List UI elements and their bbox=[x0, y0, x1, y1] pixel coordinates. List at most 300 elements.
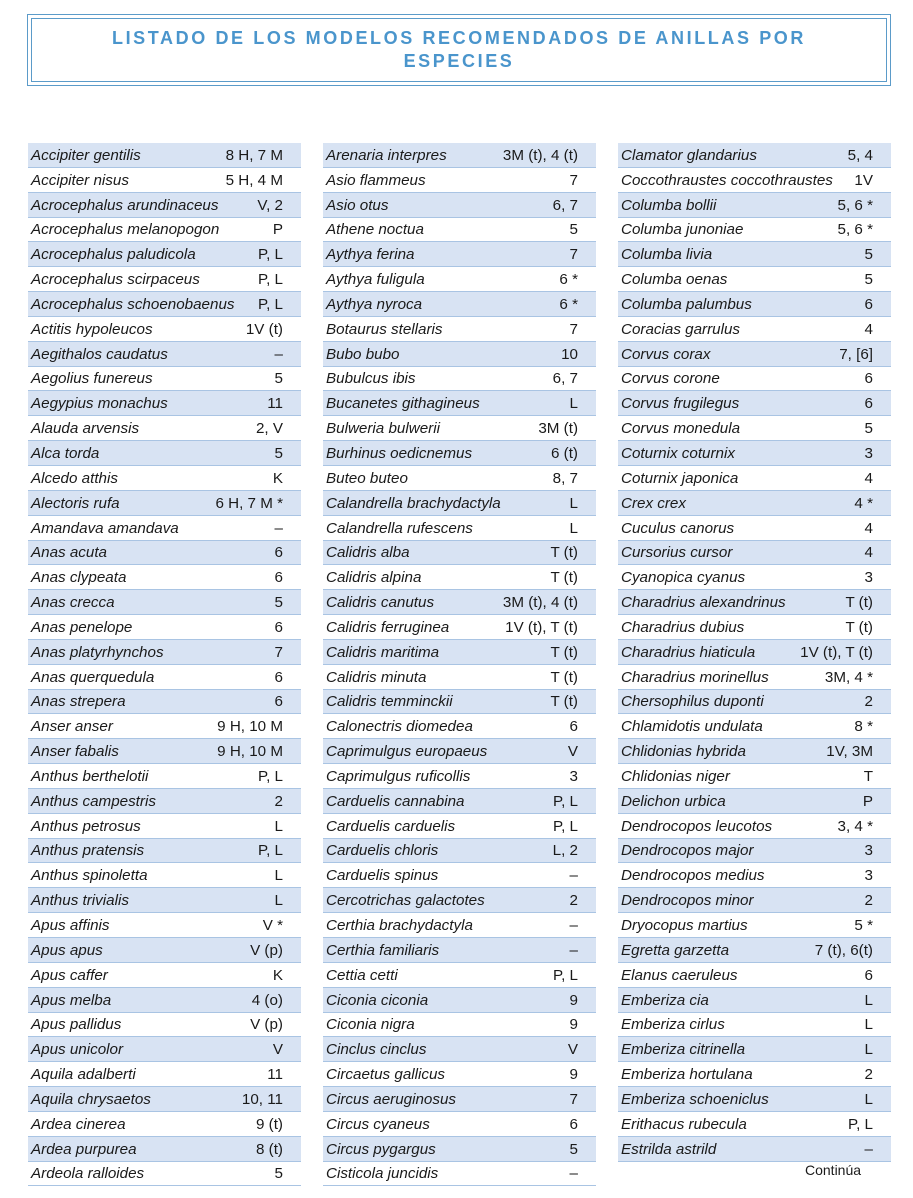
species-name: Anthus petrosus bbox=[31, 817, 141, 835]
ring-code: 4 bbox=[864, 519, 873, 537]
species-name: Botaurus stellaris bbox=[326, 320, 443, 338]
table-row bbox=[323, 615, 596, 640]
ring-code: 6 bbox=[864, 966, 873, 984]
species-name: Calidris alba bbox=[326, 544, 410, 562]
ring-code: 5 bbox=[864, 420, 873, 438]
ring-code: 5 * bbox=[854, 917, 873, 934]
table-row bbox=[618, 1062, 891, 1087]
species-name: Bubulcus ibis bbox=[326, 370, 416, 388]
table-row bbox=[28, 143, 301, 168]
ring-code: P, L bbox=[552, 966, 578, 984]
table-row bbox=[618, 665, 891, 690]
species-name: Calidris ferruginea bbox=[326, 618, 450, 636]
ring-code: 5 bbox=[864, 246, 873, 264]
table-row bbox=[618, 466, 891, 491]
table-row bbox=[28, 1062, 301, 1087]
continues-label: Continúa bbox=[805, 1162, 862, 1178]
ring-code: 6, 7 bbox=[552, 370, 578, 388]
species-name: Dryocopus martius bbox=[621, 917, 748, 934]
table-row bbox=[28, 1112, 301, 1137]
table-row bbox=[28, 541, 301, 566]
ring-code: 5, 6 * bbox=[837, 221, 873, 239]
table-row bbox=[618, 292, 891, 317]
species-name: Delichon urbica bbox=[621, 792, 726, 810]
table-row bbox=[28, 416, 301, 441]
ring-code: T (t) bbox=[550, 668, 578, 686]
table-row bbox=[323, 317, 596, 342]
ring-code: T (t) bbox=[845, 618, 873, 636]
species-name: Apus melba bbox=[31, 991, 112, 1009]
species-name: Acrocephalus paludicola bbox=[31, 246, 196, 264]
ring-code: P, L bbox=[257, 246, 283, 264]
table-row bbox=[323, 640, 596, 665]
table-row bbox=[28, 516, 301, 541]
table-row bbox=[28, 367, 301, 392]
species-name: Cercotrichas galactotes bbox=[326, 892, 485, 910]
ring-code: 6, 7 bbox=[552, 196, 578, 214]
species-name: Cisticola juncidis bbox=[326, 1165, 439, 1183]
species-name: Columba palumbus bbox=[621, 295, 752, 313]
table-row bbox=[618, 1112, 891, 1137]
ring-code: 10, 11 bbox=[241, 1090, 283, 1108]
species-name: Dendrocopos minor bbox=[621, 892, 754, 910]
species-name: Bucanetes githagineus bbox=[326, 395, 480, 413]
species-name: Circus aeruginosus bbox=[326, 1090, 456, 1108]
species-name: Cettia cetti bbox=[326, 966, 398, 984]
ring-code: 7 bbox=[569, 320, 578, 338]
species-name: Chlidonias hybrida bbox=[621, 743, 746, 761]
species-name: Anas clypeata bbox=[31, 569, 127, 587]
ring-code: 9 bbox=[569, 991, 578, 1009]
table-row bbox=[618, 565, 891, 590]
table-row bbox=[323, 714, 596, 739]
table-row bbox=[618, 764, 891, 789]
species-name: Apus affinis bbox=[31, 917, 110, 934]
table-row bbox=[28, 839, 301, 864]
table-row bbox=[28, 1013, 301, 1038]
species-name: Certhia brachydactyla bbox=[326, 917, 473, 934]
ring-code: L bbox=[274, 867, 283, 885]
species-name: Emberiza schoeniclus bbox=[621, 1090, 769, 1108]
ring-code: 3 bbox=[864, 569, 873, 587]
table-row bbox=[618, 143, 891, 168]
species-name: Apus pallidus bbox=[31, 1016, 122, 1034]
species-name: Accipiter nisus bbox=[31, 171, 129, 189]
table-row bbox=[28, 888, 301, 913]
table-row bbox=[618, 342, 891, 367]
species-name: Anser anser bbox=[31, 718, 113, 736]
ring-code: P bbox=[272, 221, 283, 239]
table-row bbox=[323, 665, 596, 690]
ring-code: 2 bbox=[864, 1066, 873, 1084]
ring-code: – bbox=[274, 345, 283, 363]
table-row bbox=[28, 814, 301, 839]
species-name: Anthus trivialis bbox=[31, 892, 129, 910]
species-name: Emberiza hortulana bbox=[621, 1066, 753, 1084]
species-name: Carduelis carduelis bbox=[326, 817, 456, 835]
table-row bbox=[28, 491, 301, 516]
ring-code: 10 bbox=[561, 345, 578, 363]
table-row bbox=[28, 863, 301, 888]
species-name: Emberiza citrinella bbox=[621, 1041, 746, 1059]
species-name: Coccothraustes coccothraustes bbox=[621, 171, 833, 189]
table-row bbox=[323, 913, 596, 938]
table-row bbox=[28, 764, 301, 789]
table-row bbox=[28, 1137, 301, 1162]
table-row bbox=[618, 963, 891, 988]
table-row bbox=[28, 640, 301, 665]
ring-code: P, L bbox=[257, 295, 283, 313]
table-row bbox=[618, 1137, 891, 1162]
species-name: Bulweria bulwerii bbox=[326, 420, 440, 438]
table-row bbox=[323, 516, 596, 541]
species-name: Ciconia nigra bbox=[326, 1016, 415, 1034]
table-row bbox=[28, 615, 301, 640]
species-name: Actitis hypoleucos bbox=[31, 320, 153, 338]
table-row bbox=[323, 565, 596, 590]
species-name: Buteo buteo bbox=[326, 469, 408, 487]
ring-code: L bbox=[569, 395, 578, 413]
ring-code: 5 bbox=[274, 1165, 283, 1183]
ring-code: T (t) bbox=[550, 643, 578, 661]
ring-code: 11 bbox=[267, 1066, 283, 1084]
species-name: Circus pygargus bbox=[326, 1140, 436, 1158]
ring-code: 3, 4 * bbox=[837, 817, 873, 835]
species-name: Elanus caeruleus bbox=[621, 966, 738, 984]
ring-code: 2 bbox=[864, 693, 873, 711]
table-row bbox=[618, 988, 891, 1013]
table-row bbox=[323, 168, 596, 193]
table-row bbox=[28, 714, 301, 739]
ring-code: L bbox=[864, 1016, 873, 1034]
species-name: Ardea cinerea bbox=[31, 1115, 126, 1133]
ring-code: 3 bbox=[864, 444, 873, 462]
ring-code: – bbox=[569, 917, 578, 934]
species-name: Caprimulgus ruficollis bbox=[326, 767, 471, 785]
ring-code: L bbox=[864, 1041, 873, 1059]
ring-code: T bbox=[863, 767, 873, 785]
ring-code: 11 bbox=[267, 395, 283, 413]
ring-code: L bbox=[864, 991, 873, 1009]
species-name: Anthus spinoletta bbox=[31, 867, 148, 885]
species-name: Egretta garzetta bbox=[621, 941, 730, 959]
table-row bbox=[28, 242, 301, 267]
species-name: Anas strepera bbox=[31, 693, 126, 711]
ring-code: 4 bbox=[864, 320, 873, 338]
species-name: Aegypius monachus bbox=[31, 395, 168, 413]
table-row bbox=[28, 466, 301, 491]
table-row bbox=[28, 193, 301, 218]
table-row bbox=[323, 1112, 596, 1137]
table-row bbox=[618, 367, 891, 392]
table-row bbox=[323, 391, 596, 416]
species-name: Emberiza cia bbox=[621, 991, 709, 1009]
species-name: Anas platyrhynchos bbox=[31, 643, 164, 661]
ring-code: V (p) bbox=[250, 1016, 283, 1034]
table-row bbox=[618, 590, 891, 615]
ring-code: 7 bbox=[569, 246, 578, 264]
species-name: Clamator glandarius bbox=[621, 146, 757, 164]
table-row bbox=[28, 988, 301, 1013]
ring-code: 5 bbox=[569, 221, 578, 239]
species-name: Cursorius cursor bbox=[621, 544, 733, 562]
ring-code: 6 bbox=[864, 370, 873, 388]
species-name: Cinclus cinclus bbox=[326, 1041, 427, 1059]
table-row bbox=[618, 938, 891, 963]
ring-code: 5, 6 * bbox=[837, 196, 873, 214]
species-name: Certhia familiaris bbox=[326, 941, 440, 959]
ring-code: 6 bbox=[274, 668, 283, 686]
table-row bbox=[618, 888, 891, 913]
species-name: Calandrella rufescens bbox=[326, 519, 473, 537]
species-name: Alcedo atthis bbox=[31, 469, 118, 487]
species-name: Erithacus rubecula bbox=[621, 1115, 747, 1133]
table-row bbox=[323, 541, 596, 566]
ring-code: L bbox=[569, 494, 578, 512]
species-name: Apus caffer bbox=[31, 966, 108, 984]
species-name: Anthus berthelotii bbox=[31, 767, 149, 785]
ring-code: 9 (t) bbox=[255, 1115, 283, 1133]
species-name: Bubo bubo bbox=[326, 345, 400, 363]
species-name: Corvus corone bbox=[621, 370, 720, 388]
species-name: Acrocephalus schoenobaenus bbox=[31, 295, 235, 313]
ring-code: 6 * bbox=[559, 271, 578, 289]
ring-code: L, 2 bbox=[552, 842, 578, 860]
ring-code: 6 H, 7 M * bbox=[215, 494, 283, 512]
ring-code: 8 (t) bbox=[255, 1140, 283, 1158]
ring-code: 4 (o) bbox=[251, 991, 283, 1009]
table-row bbox=[323, 839, 596, 864]
table-row bbox=[28, 441, 301, 466]
table-row bbox=[618, 640, 891, 665]
ring-code: 2 bbox=[274, 792, 283, 810]
species-name: Amandava amandava bbox=[31, 519, 179, 537]
table-row bbox=[28, 1162, 301, 1187]
ring-code: – bbox=[569, 941, 578, 959]
table-row bbox=[618, 1087, 891, 1112]
ring-code: V (p) bbox=[250, 941, 283, 959]
table-row bbox=[323, 1037, 596, 1062]
table-row bbox=[618, 739, 891, 764]
ring-code: T (t) bbox=[845, 594, 873, 612]
species-name: Circaetus gallicus bbox=[326, 1066, 446, 1084]
species-name: Chlidonias niger bbox=[621, 767, 730, 785]
title-inner-frame bbox=[31, 18, 887, 82]
species-name: Dendrocopos major bbox=[621, 842, 754, 860]
ring-code: P, L bbox=[257, 271, 283, 289]
ring-code: T (t) bbox=[550, 544, 578, 562]
table-row bbox=[323, 1013, 596, 1038]
ring-code: 4 bbox=[864, 544, 873, 562]
table-row bbox=[618, 193, 891, 218]
ring-code: 4 * bbox=[854, 494, 873, 512]
ring-code: 5 bbox=[274, 370, 283, 388]
table-row bbox=[618, 317, 891, 342]
table-row bbox=[28, 218, 301, 243]
table-row bbox=[618, 441, 891, 466]
table-row bbox=[323, 1137, 596, 1162]
table-row bbox=[323, 416, 596, 441]
species-name: Carduelis cannabina bbox=[326, 792, 465, 810]
species-name: Aegithalos caudatus bbox=[31, 345, 168, 363]
species-name: Estrilda astrild bbox=[621, 1140, 717, 1158]
ring-code: V bbox=[567, 1041, 578, 1059]
species-name: Dendrocopos medius bbox=[621, 867, 765, 885]
table-row bbox=[28, 665, 301, 690]
ring-code: T (t) bbox=[550, 693, 578, 711]
ring-code: 2, V bbox=[255, 420, 283, 438]
table-row bbox=[323, 193, 596, 218]
ring-code: 8 H, 7 M bbox=[225, 146, 283, 164]
table-row bbox=[323, 814, 596, 839]
ring-code: 7 bbox=[569, 171, 578, 189]
ring-code: T (t) bbox=[550, 569, 578, 587]
species-name: Circus cyaneus bbox=[326, 1115, 430, 1133]
ring-code: 1V (t), T (t) bbox=[800, 643, 873, 661]
table-row bbox=[618, 615, 891, 640]
species-name: Ardeola ralloides bbox=[31, 1165, 145, 1183]
table-row bbox=[618, 1013, 891, 1038]
species-name: Anthus campestris bbox=[31, 792, 156, 810]
table-row bbox=[323, 590, 596, 615]
ring-code: 3 bbox=[569, 767, 578, 785]
table-row bbox=[323, 218, 596, 243]
table-row bbox=[323, 491, 596, 516]
ring-code: 6 bbox=[274, 569, 283, 587]
table-row bbox=[323, 242, 596, 267]
ring-code: 7 (t), 6(t) bbox=[814, 941, 873, 959]
species-name: Coturnix coturnix bbox=[621, 444, 735, 462]
table-row bbox=[28, 789, 301, 814]
ring-code: 3M (t), 4 (t) bbox=[502, 594, 578, 612]
table-row bbox=[28, 1037, 301, 1062]
species-name: Athene noctua bbox=[326, 221, 424, 239]
species-name: Cyanopica cyanus bbox=[621, 569, 746, 587]
species-name: Anas crecca bbox=[31, 594, 115, 612]
ring-code: 6 bbox=[864, 295, 873, 313]
species-column-2 bbox=[323, 143, 596, 1186]
species-name: Calandrella brachydactyla bbox=[326, 494, 501, 512]
ring-code: – bbox=[569, 867, 578, 885]
ring-code: L bbox=[274, 817, 283, 835]
ring-code: 6 bbox=[569, 1115, 578, 1133]
ring-code: 3M (t), 4 (t) bbox=[502, 146, 578, 164]
species-name: Chersophilus duponti bbox=[621, 693, 764, 711]
species-name: Carduelis spinus bbox=[326, 867, 439, 885]
species-name: Calidris alpina bbox=[326, 569, 422, 587]
species-name: Carduelis chloris bbox=[326, 842, 439, 860]
species-name: Coracias garrulus bbox=[621, 320, 741, 338]
table-row bbox=[28, 168, 301, 193]
table-row bbox=[618, 714, 891, 739]
ring-code: P bbox=[862, 792, 873, 810]
species-name: Aquila adalberti bbox=[31, 1066, 136, 1084]
ring-code: 1V bbox=[854, 171, 873, 189]
table-row bbox=[323, 466, 596, 491]
table-row bbox=[618, 839, 891, 864]
species-name: Ciconia ciconia bbox=[326, 991, 429, 1009]
ring-code: P, L bbox=[552, 817, 578, 835]
species-name: Calidris maritima bbox=[326, 643, 440, 661]
table-row bbox=[323, 267, 596, 292]
table-row bbox=[323, 963, 596, 988]
species-name: Anthus pratensis bbox=[31, 842, 145, 860]
ring-code: 1V, 3M bbox=[826, 743, 873, 761]
ring-code: P, L bbox=[257, 767, 283, 785]
ring-code: 9 H, 10 M bbox=[217, 743, 283, 761]
species-name: Chlamidotis undulata bbox=[621, 718, 763, 736]
ring-code: 9 H, 10 M bbox=[217, 718, 283, 736]
ring-code: L bbox=[274, 892, 283, 910]
ring-code: 7 bbox=[274, 643, 283, 661]
ring-code: 3M (t) bbox=[538, 420, 578, 438]
species-name: Aythya ferina bbox=[326, 246, 415, 264]
table-row bbox=[323, 988, 596, 1013]
table-row bbox=[323, 1087, 596, 1112]
species-name: Aythya nyroca bbox=[326, 295, 423, 313]
table-row bbox=[618, 814, 891, 839]
species-name: Acrocephalus scirpaceus bbox=[31, 271, 200, 289]
species-name: Columba junoniae bbox=[621, 221, 744, 239]
table-row bbox=[28, 391, 301, 416]
ring-code: 6 bbox=[569, 718, 578, 736]
table-row bbox=[618, 1037, 891, 1062]
ring-code: 3M, 4 * bbox=[824, 668, 873, 686]
species-name: Columba livia bbox=[621, 246, 713, 264]
table-row bbox=[323, 367, 596, 392]
ring-code: – bbox=[569, 1165, 578, 1183]
species-name: Arenaria interpres bbox=[326, 146, 447, 164]
ring-code: 3 bbox=[864, 842, 873, 860]
ring-code: 5 bbox=[274, 444, 283, 462]
page-title: LISTADO DE LOS MODELOS RECOMENDADOS DE ANILLAS POR ESPECIES bbox=[111, 28, 807, 71]
table-row bbox=[323, 1162, 596, 1187]
ring-code: V, 2 bbox=[257, 196, 283, 214]
table-row bbox=[618, 789, 891, 814]
ring-code: V bbox=[567, 743, 578, 761]
table-row bbox=[28, 267, 301, 292]
ring-code: 9 bbox=[569, 1016, 578, 1034]
ring-code: 1V (t) bbox=[245, 320, 283, 338]
ring-code: P, L bbox=[847, 1115, 873, 1133]
species-name: Alauda arvensis bbox=[31, 420, 140, 438]
species-name: Anas acuta bbox=[31, 544, 107, 562]
species-name: Dendrocopos leucotos bbox=[621, 817, 773, 835]
table-row bbox=[28, 342, 301, 367]
ring-code: 5, 4 bbox=[847, 146, 873, 164]
ring-code: 2 bbox=[864, 892, 873, 910]
ring-code: 8, 7 bbox=[552, 469, 578, 487]
ring-code: 6 bbox=[274, 544, 283, 562]
species-column-3 bbox=[618, 143, 891, 1162]
table-row bbox=[28, 1087, 301, 1112]
species-name: Crex crex bbox=[621, 494, 686, 512]
ring-code: 7 bbox=[569, 1090, 578, 1108]
species-name: Ardea purpurea bbox=[31, 1140, 137, 1158]
species-name: Anser fabalis bbox=[31, 743, 119, 761]
table-row bbox=[323, 789, 596, 814]
species-name: Anas querquedula bbox=[31, 668, 155, 686]
table-row bbox=[618, 690, 891, 715]
ring-code: 6 bbox=[864, 395, 873, 413]
species-name: Calonectris diomedea bbox=[326, 718, 473, 736]
species-name: Columba oenas bbox=[621, 271, 728, 289]
ring-code: L bbox=[864, 1090, 873, 1108]
ring-code: 1V (t), T (t) bbox=[505, 618, 578, 636]
table-row bbox=[618, 267, 891, 292]
table-row bbox=[28, 938, 301, 963]
species-name: Apus apus bbox=[31, 941, 103, 959]
